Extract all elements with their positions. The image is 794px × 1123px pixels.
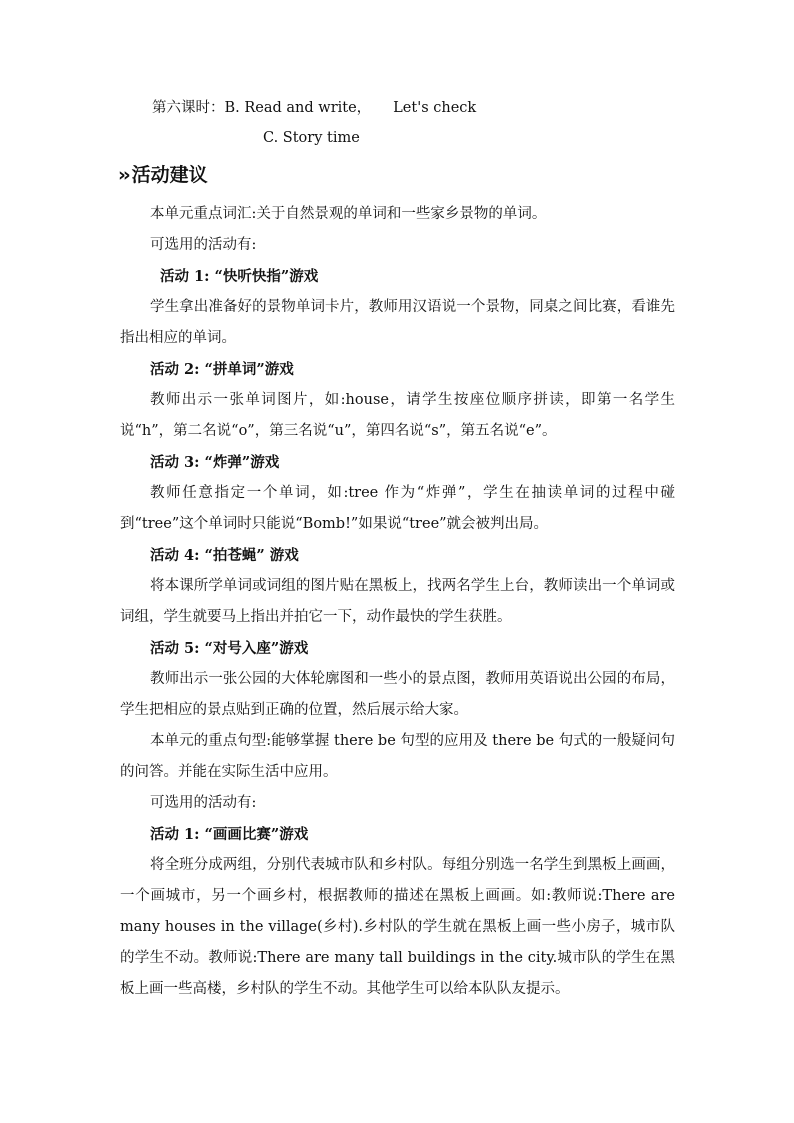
activity-5-desc: 教师出示一张公园的大体轮廓图和一些小的景点图，教师用英语说出公园的布局，学生把相应的景点贴到正确的位置，然后展示给大家。 [120, 671, 675, 718]
double-chevron-icon: ›› [118, 164, 128, 186]
lesson-part-c: C. Story time [263, 130, 360, 146]
paragraph-options-2: 可选用的活动有: [150, 795, 257, 811]
activity-4-title: 活动 4: “拍苍蝇” 游戏 [150, 547, 299, 564]
activity-3-desc: 教师任意指定一个单词，如:tree 作为“炸弹”，学生在抽读单词的过程中碰到“tree”这个单词时只能说“Bomb!”如果说“tree”就会被判出局。 [120, 485, 675, 532]
activity-1-desc: 学生拿出准备好的景物单词卡片，教师用汉语说一个景物，同桌之间比赛，看谁先指出相应的单词。 [120, 299, 675, 346]
activity-3-title: 活动 3: “炸弹”游戏 [150, 454, 280, 471]
section-heading-text: 活动建议 [131, 164, 208, 186]
lesson-part-b: B. Read and write， [224, 100, 372, 116]
activity-6-desc: 将全班分成两组，分别代表城市队和乡村队。每组分别选一名学生到黑板上画画，一个画城市，另一个画乡村，根据教师的描述在黑板上画画。如:教师说:There are many houses in the village(乡村).乡村队的学生就在黑板上画一些小房子，城市队的学生不动。教师说:There are many tall buildings in the city.城市队的学生在黑板上画一些高楼，乡村队的学生不动。其他学生可以给本队队友提示。 [120, 857, 675, 997]
activity-6-title: 活动 1: “画画比赛”游戏 [150, 826, 309, 843]
section-heading [118, 160, 208, 187]
activity-5-title: 活动 5: “对号入座”游戏 [150, 640, 309, 657]
activity-1-title: 活动 1: “快听快指”游戏 [160, 268, 319, 285]
activity-2-desc: 教师出示一张单词图片，如:house，请学生按座位顺序拼读，即第一名学生说“h”，第二名说“o”，第三名说“u”，第四名说“s”，第五名说“e”。 [120, 392, 675, 439]
lesson-six-line [152, 98, 476, 118]
lesson-part-b2: Let's check [393, 100, 477, 116]
paragraph-options-1: 可选用的活动有: [150, 237, 257, 253]
paragraph-vocab-intro: 本单元重点词汇:关于自然景观的单词和一些家乡景物的单词。 [150, 206, 547, 222]
activity-4-desc: 将本课所学单词或词组的图片贴在黑板上，找两名学生上台，教师读出一个单词或词组，学生就要马上指出并拍它一下，动作最快的学生获胜。 [120, 578, 675, 625]
activity-2-title: 活动 2: “拼单词”游戏 [150, 361, 294, 378]
lesson-label: 第六课时： [152, 100, 225, 116]
paragraph-sentence-pattern: 本单元的重点句型:能够掌握 there be 句型的应用及 there be 句式的一般疑问句的问答。并能在实际生活中应用。 [120, 733, 675, 780]
